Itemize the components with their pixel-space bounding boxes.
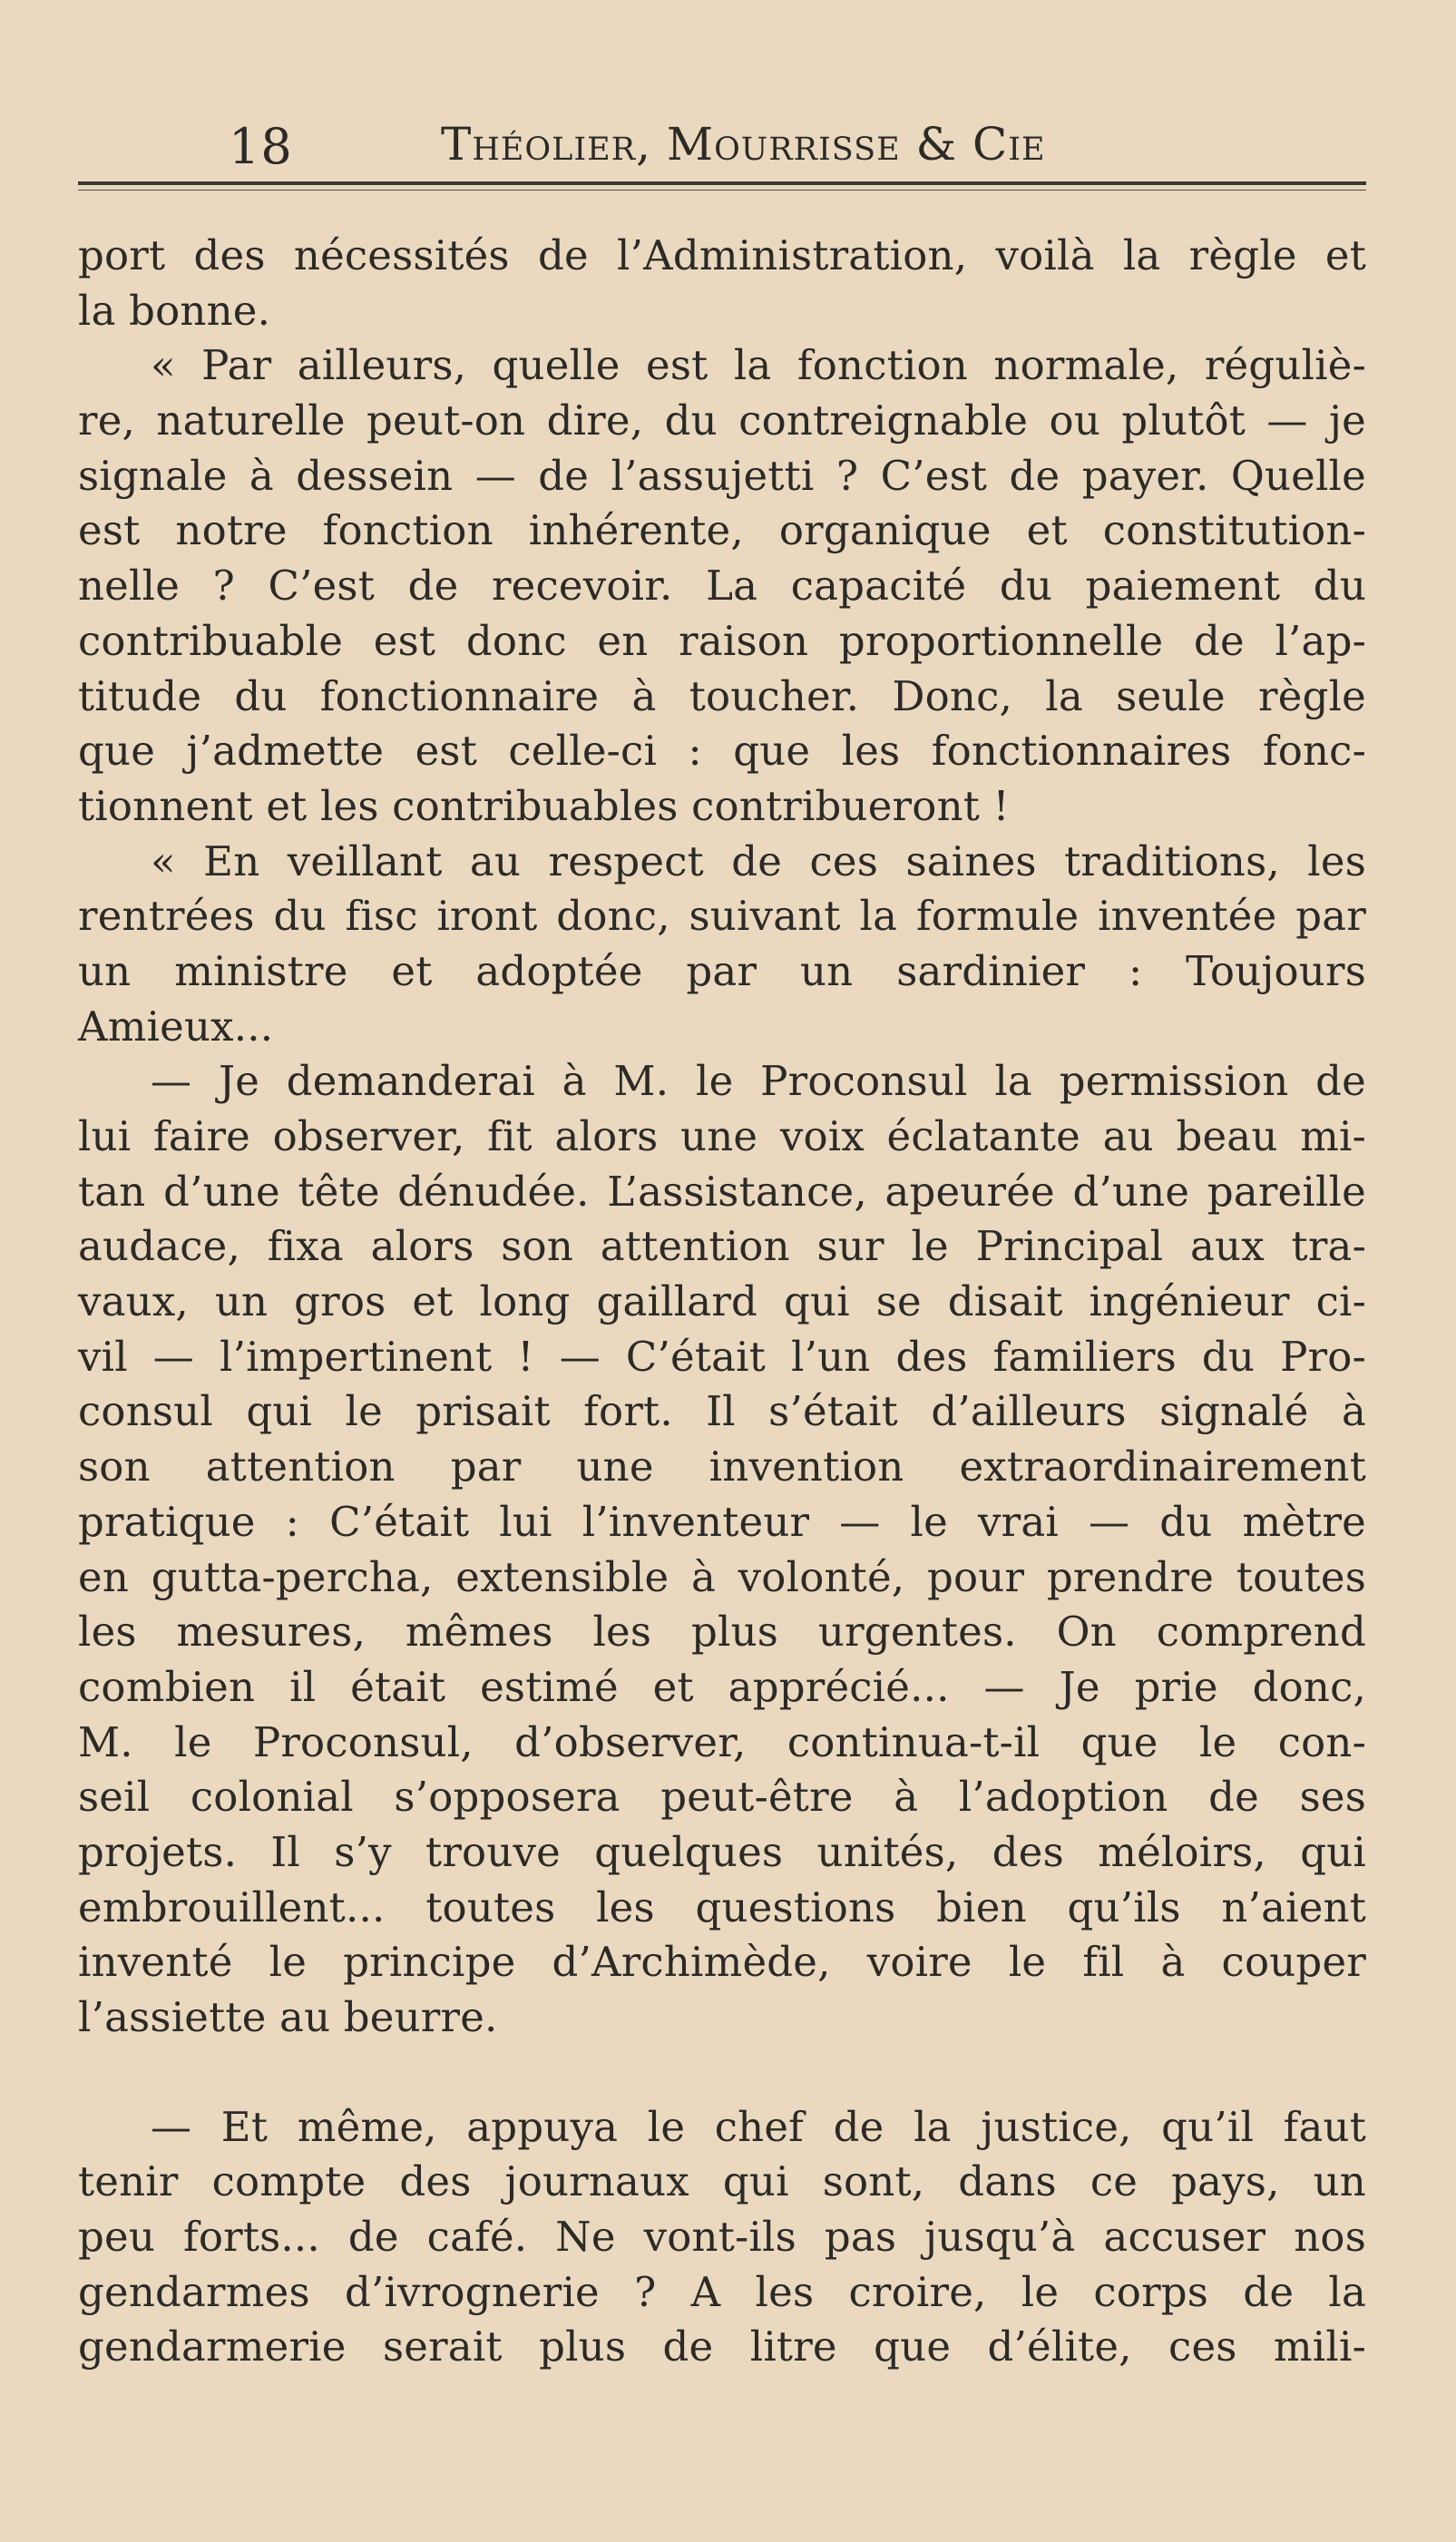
text-line: est notre fonction inhérente, organique et constitution- [78,506,1366,555]
text-line: l’assiette au beurre. [78,1993,498,2041]
text-line: — Et même, appuya le chef de la justice, qu’il faut [151,2102,1366,2151]
page-header [78,107,1366,180]
text-line: gendarmes d’ivrognerie ? A les croire, le corps de la [78,2267,1366,2316]
text-line: tan d’une tête dénudée. L’assistance, apeurée d’une pareille [78,1167,1366,1216]
text-line: — Je demanderai à M. le Proconsul la permission de [151,1057,1366,1106]
text-line: titude du fonctionnaire à toucher. Donc, la seule règle [78,671,1366,720]
text-line: re, naturelle peut-on dire, du contreignable ou plutôt — je [78,396,1366,445]
text-line: que j’admette est celle-ci : que les fonctionnaires fonc- [78,727,1366,776]
text-line: combien il était estimé et apprécié... — Je prie donc, [78,1662,1366,1711]
text-line: vil — l’impertinent ! — C’était l’un des familiers du Pro- [78,1332,1366,1381]
running-head: Théolier, Mourrisse & Cie [441,118,1046,171]
text-line: en gutta-percha, extensible à volonté, pour prendre toutes [78,1552,1366,1601]
text-line: port des nécessités de l’Administration, voilà la règle et [78,231,1366,279]
text-line: signale à dessein — de l’assujetti ? C’est de payer. Quelle [78,451,1366,500]
text-line: embrouillent... toutes les questions bien qu’ils n’aient [78,1882,1366,1931]
text-line: « En veillant au respect de ces saines traditions, les [151,836,1366,885]
text-line: projets. Il s’y trouve quelques unités, des méloirs, qui [78,1827,1366,1876]
text-line: consul qui le prisait fort. Il s’était d’ailleurs signalé à [78,1387,1366,1436]
page-number: 18 [229,118,293,175]
text-line: rentrées du fisc iront donc, suivant la formule inventée par [78,892,1366,941]
text-line: seil colonial s’opposera peut-être à l’adoption de ses [78,1773,1366,1822]
text-line: son attention par une invention extraordinairement [78,1442,1366,1491]
text-line: les mesures, mêmes les plus urgentes. On comprend [78,1608,1366,1657]
text-line: contribuable est donc en raison proportionnelle de l’ap- [78,616,1366,665]
text-line: la bonne. [78,286,271,335]
text-line: nelle ? C’est de recevoir. La capacité du paiement du [78,562,1366,611]
text-line: « Par ailleurs, quelle est la fonction normale, réguliè- [151,341,1366,390]
text-line: pratique : C’était lui l’inventeur — le vrai — du mètre [78,1497,1366,1546]
text-line: un ministre et adoptée par un sardinier : Toujours [78,946,1366,995]
paragraph-gap [78,2046,1366,2100]
header-rule [78,181,1366,185]
text-line: inventé le principe d’Archimède, voire le fil à couper [78,1938,1366,1987]
text-line: tionnent et les contribuables contribueront ! [78,781,1010,830]
text-line: vaux, un gros et long gaillard qui se disait ingénieur ci- [78,1277,1366,1326]
text-line: tenir compte des journaux qui sont, dans ce pays, un [78,2157,1366,2206]
text-line: Amieux... [78,1002,274,1051]
body-text [78,229,1366,2375]
text-line: M. le Proconsul, d’observer, continua-t-il que le con- [78,1717,1366,1766]
text-line: lui faire observer, fit alors une voix éclatante au beau mi- [78,1112,1366,1160]
text-line: peu forts... de café. Ne vont-ils pas jusqu’à accuser nos [78,2213,1366,2262]
text-line: gendarmerie serait plus de litre que d’élite, ces mili- [78,2322,1366,2371]
text-line: audace, fixa alors son attention sur le Principal aux tra- [78,1222,1366,1271]
